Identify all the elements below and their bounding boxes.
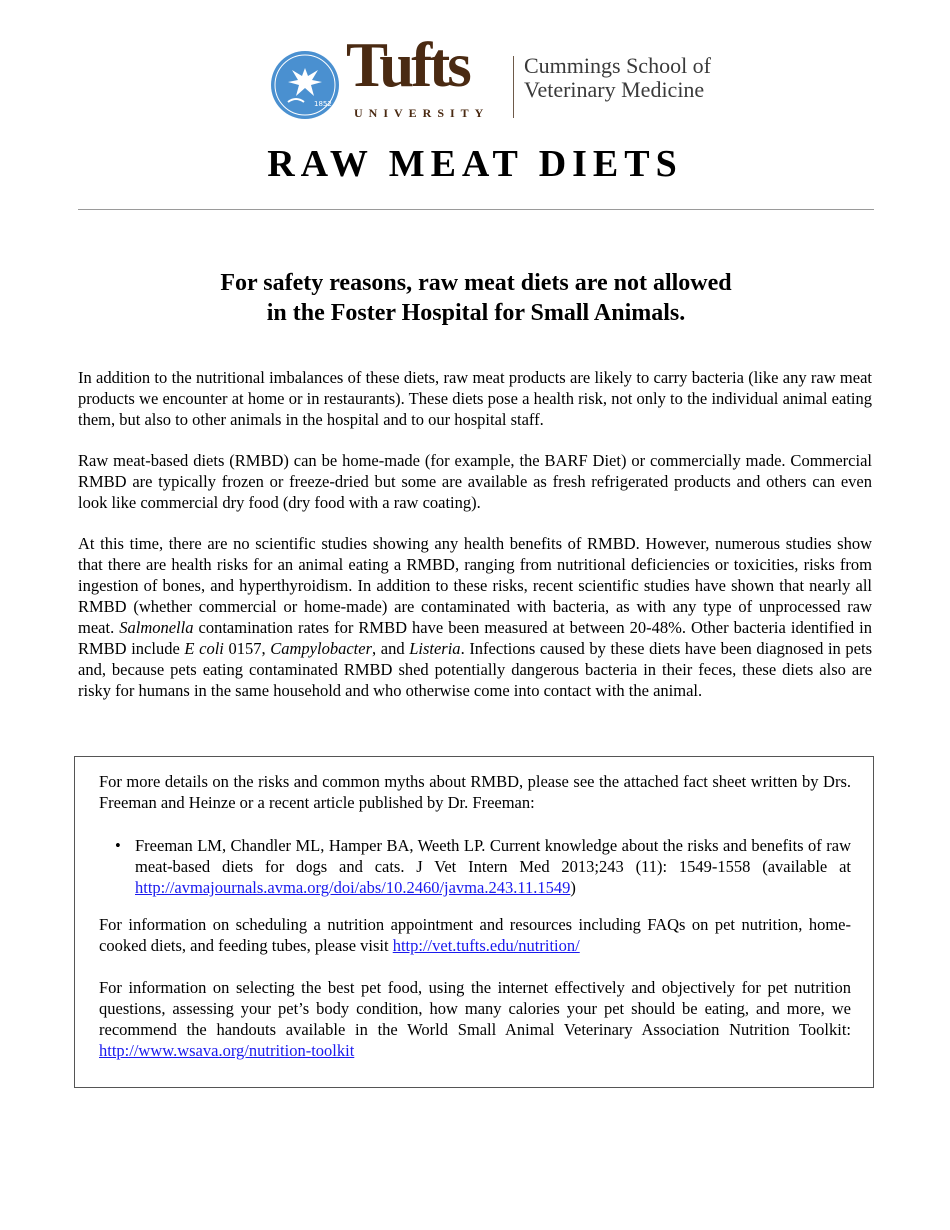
header-divider bbox=[513, 56, 514, 118]
listeria-term: Listeria bbox=[409, 639, 461, 658]
nutrition-info-paragraph: For information on scheduling a nutrition appointment and resources including FAQs on pet nutrition, home-cooked diets, and feeding tubes, please visit http://vet.tufts.edu/nutrition/ bbox=[99, 915, 851, 955]
campylobacter-term: Campylobacter bbox=[270, 639, 372, 658]
citation-list-item bbox=[115, 835, 851, 898]
policy-notice-line2: in the Foster Hospital for Small Animals. bbox=[266, 300, 686, 326]
paragraph-nutritional-imbalances: In addition to the nutritional imbalances of these diets, raw meat products are likely to carry bacteria (like any raw meat products we encounter at home or in restaurants). These diets pose a health risk, not only to the individual animal eating them, but also to other animals in the hospital and to our hospital staff. bbox=[78, 368, 872, 429]
paragraph-health-risks: At this time, there are no scientific studies showing any health benefits of RMBD. However, numerous studies show that there are health risks for an animal eating a RMBD, ranging from nutritional deficiencies or toxicities, risks from ingestion of bones, and hyperthyroidism. In addition to these risks, recent scientific studies have shown that nearly all RMBD (whether commercial or home-made) are contaminated with bacteria, as with any type of unprocessed raw meat. Salmonella contamination rates for RMBD have been measured at between 20-48%. Other bacteria identified in RMBD include E coli 0157, Campylobacter, and Listeria. Infections caused by these diets have been diagnosed in pets and, because pets eating contaminated RMBD shed potentially dangerous bacteria in their feces, these diets also are risky for humans in the same household and who otherwise come into contact with the animal. bbox=[78, 534, 872, 700]
school-name bbox=[524, 54, 711, 102]
seal-year: 1852 bbox=[314, 100, 332, 108]
letterhead bbox=[270, 30, 730, 128]
resources-intro: For more details on the risks and common myths about RMBD, please see the attached fact sheet written by Drs. Freeman and Heinze or a recent article published by Dr. Freeman: bbox=[99, 772, 851, 812]
salmonella-term: Salmonella bbox=[119, 618, 194, 637]
citation-text: Freeman LM, Chandler ML, Hamper BA, Weeth LP. Current knowledge about the risks and benefits of raw meat-based diets for dogs and cats. J Vet Intern Med 2013;243 (11): 1549-1558 (available at http://avmajournals.avma.org/doi/abs/10.2460/javma.243.11.1549) bbox=[135, 836, 851, 897]
tufts-wordmark: Tufts bbox=[346, 30, 469, 100]
page-title: RAW MEAT DIETS bbox=[267, 143, 683, 185]
ecoli-term: E coli bbox=[184, 639, 224, 658]
paragraph-rmbd-definition: Raw meat-based diets (RMBD) can be home-made (for example, the BARF Diet) or commercially made. Commercial RMBD are typically frozen or freeze-dried but some are available as fresh refrigerated products and others can even look like commercial dry food (dry food with a raw coating). bbox=[78, 451, 872, 512]
wsava-paragraph: For information on selecting the best pet food, using the internet effectively and objectively for pet nutrition questions, assessing your pet’s body condition, how many calories your pet should be eating, and more, we recommend the handouts available in the World Small Animal Veterinary Association Nutrition Toolkit: http://www.wsava.org/nutrition-toolkit bbox=[99, 978, 851, 1060]
citation-link[interactable]: http://avmajournals.avma.org/doi/abs/10.2460/javma.243.11.1549 bbox=[135, 878, 571, 897]
nutrition-link[interactable]: http://vet.tufts.edu/nutrition/ bbox=[392, 936, 580, 955]
school-name-line2: Veterinary Medicine bbox=[524, 77, 705, 102]
resources-box bbox=[74, 756, 874, 1088]
wsava-toolkit-link[interactable]: http://www.wsava.org/nutrition-toolkit bbox=[99, 1041, 355, 1060]
school-name-line1: Cummings School of bbox=[524, 53, 712, 78]
tufts-seal-logo bbox=[270, 50, 340, 120]
title-divider bbox=[78, 209, 874, 210]
university-label: UNIVERSITY bbox=[354, 106, 490, 120]
policy-notice-line1: For safety reasons, raw meat diets are not allowed bbox=[220, 270, 732, 296]
policy-notice bbox=[78, 268, 874, 328]
bullet-marker: • bbox=[115, 836, 121, 855]
